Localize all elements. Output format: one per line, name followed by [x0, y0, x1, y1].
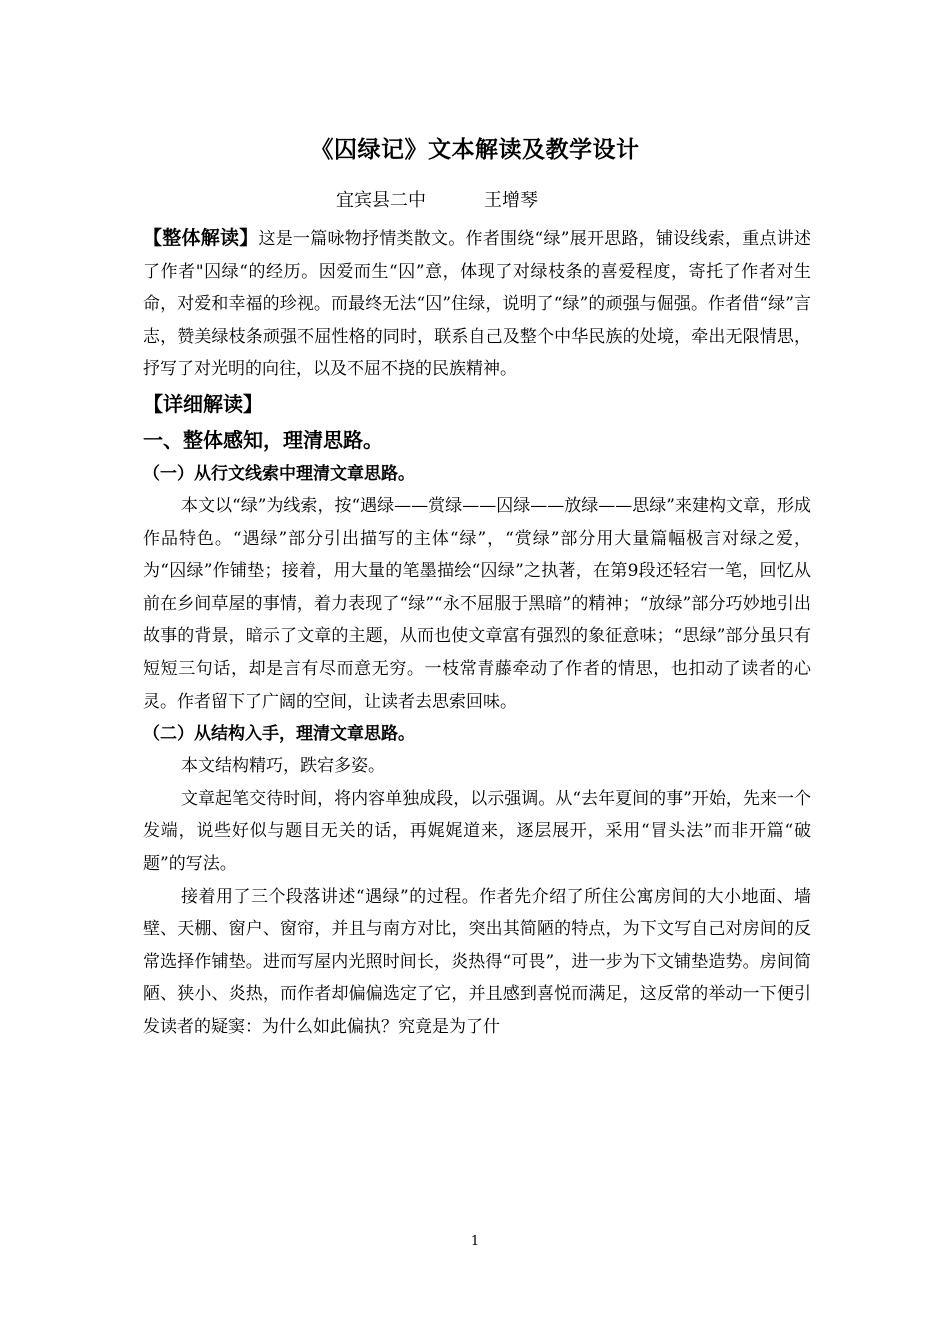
sub2-paragraph-3: 接着用了三个段落讲述“遇绿”的过程。作者先介绍了所住公寓房间的大小地面、墙壁、天棚、窗户、窗帘，并且与南方对比，突出其简陋的特点，为下文写自己对房间的反常选择作铺垫。进而写屋内光照时间长，炎热得“可畏”，进一步为下文铺垫造势。房间简陋、狭小、炎热，而作者却偏偏选定了它，并且感到喜悦而满足，这反常的举动一下便引发读者的疑窦：为什么如此偏执？究竟是为了什: [143, 886, 811, 1037]
sub2-paragraph-2: 文章起笔交待时间，将内容单独成段，以示强调。从“去年夏间的事”开始，先来一个发端，说些好似与题目无关的话，再娓娓道来，逐层展开，采用“冒头法”而非开篇“破题”的写法。: [143, 788, 811, 874]
sub2-paragraph-1: 本文结构精巧，跌宕多姿。: [181, 756, 385, 777]
author-name: 王增琴: [484, 190, 538, 211]
document-body: [143, 222, 811, 1043]
document-title: 《囚绿记》文本解读及教学设计: [310, 137, 640, 163]
sub1-paragraph: 本文以“绿”为线索，按“遇绿——赏绿——囚绿——放绿——思绿”来建构文章，形成作品特色。“遇绿”部分引出描写的主体“绿”，“赏绿”部分用大量篇幅极言对绿之爱，为“囚绿”作铺垫；接着，用大量的笔墨描绘“囚绿”之执著，在第9段还轻宕一笔，回忆从前在乡间草屋的事情，着力表现了“绿”“永不屈服于黑暗”的精神；“放绿”部分巧妙地引出故事的背景，暗示了文章的主题，从而也使文章富有强烈的象征意味；“思绿”部分虽只有短短三句话，却是言有尽而意无穷。一枝常青藤牵动了作者的情思，也扣动了读者的心灵。作者留下了广阔的空间，让读者去思索回味。: [143, 495, 811, 712]
overall-label: 【整体解读】: [143, 227, 259, 249]
sub2-heading: （二）从结构入手，理清文章思路。: [143, 724, 415, 745]
detail-label: 【详细解读】: [143, 391, 263, 416]
author-school: 宜宾县二中: [336, 190, 426, 211]
overall-text: 这是一篇咏物抒情类散文。作者围绕“绿”展开思路，铺设线索，重点讲述了作者"囚绿“的经历。因爱而生“囚”意，体现了对绿枝条的喜爱程度，寄托了作者对生命，对爱和幸福的珍视。而最终无法“囚”住绿，说明了“绿”的顽强与倔强。作者借“绿”言志，赞美绿枝条顽强不屈性格的同时，联系自己及整个中华民族的处境，牵出无限情思，抒写了对光明的向往，以及不屈不挠的民族精神。: [143, 229, 811, 380]
sub1-heading: （一）从行文线索中理清文章思路。: [143, 463, 415, 484]
overall-paragraph: [143, 222, 811, 386]
section1-heading: 一、整体感知，理清思路。: [143, 427, 383, 452]
page-number: 1: [470, 1234, 480, 1249]
